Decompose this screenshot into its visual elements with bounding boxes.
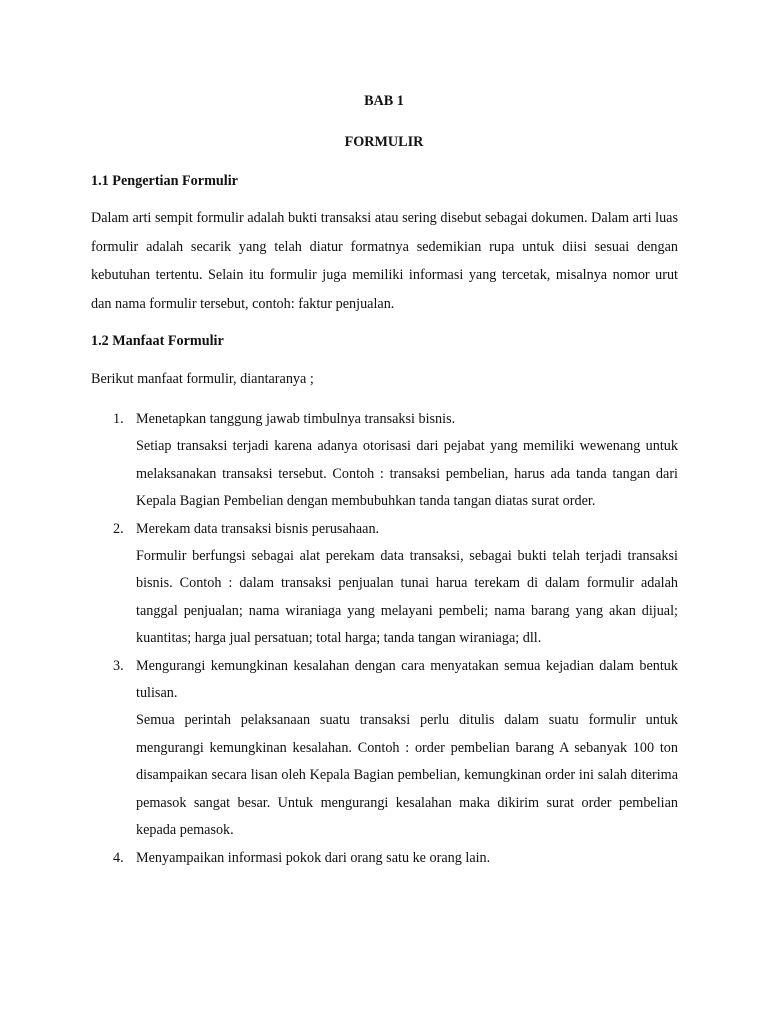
benefits-list: [91, 406, 678, 872]
list-item: [91, 845, 678, 872]
list-item-title: Mengurangi kemungkinan kesalahan dengan cara menyatakan semua kejadian dalam bentuk tulisan.: [136, 657, 678, 702]
list-item-number: 4.: [113, 849, 124, 866]
list-item-description: Formulir berfungsi sebagai alat perekam data transaksi, sebagai bukti telah terjadi transaksi bisnis. Contoh : dalam transaksi penjualan tunai harua terekam di dalam formulir adalah tanggal penjualan; nama wiraniaga yang melayani pembeli; nama barang yang akan dijual; kuantitas; harga jual persatuan; total harga; tanda tangan wiraniaga; dll.: [136, 548, 678, 647]
list-item-number: 2.: [113, 520, 124, 537]
section-paragraph-pengertian: Dalam arti sempit formulir adalah bukti transaksi atau sering disebut sebagai dokumen. Dalam arti luas formulir adalah secarik yang telah diatur formatnya sedemikian rupa untuk diisi sesuai dengan kebutuhan tertentu. Selain itu formulir juga memiliki informasi yang tercetak, misalnya nomor urut dan nama formulir tersebut, contoh: faktur penjualan.: [91, 210, 678, 313]
list-item-number: 3.: [113, 657, 124, 674]
section-heading-manfaat: 1.2 Manfaat Formulir: [91, 333, 224, 349]
section-intro-manfaat: Berikut manfaat formulir, diantaranya ;: [91, 371, 314, 387]
list-item-title: Menetapkan tanggung jawab timbulnya transaksi bisnis.: [136, 411, 456, 427]
list-item: [91, 653, 678, 845]
list-item-description: Setiap transaksi terjadi karena adanya otorisasi dari pejabat yang memiliki wewenang untuk melaksanakan transaksi tersebut. Contoh : transaksi pembelian, harus ada tanda tangan dari Kepala Bagian Pembelian dengan membubuhkan tanda tangan diatas surat order.: [136, 438, 678, 510]
list-item-description: Semua perintah pelaksanaan suatu transaksi perlu ditulis dalam suatu formulir untuk mengurangi kemungkinan kesalahan. Contoh : order pembelian barang A sebanyak 100 ton disampaikan secara lisan oleh Kepala Bagian pembelian, kemungkinan order ini salah diterima pemasok sangat besar. Untuk mengurangi kesalahan maka dikirim surat order pembelian kepada pemasok.: [136, 712, 678, 839]
list-item-title: Menyampaikan informasi pokok dari orang satu ke orang lain.: [136, 849, 491, 866]
chapter-title: FORMULIR: [344, 134, 424, 150]
list-item: [91, 516, 678, 653]
chapter-label: BAB 1: [364, 93, 404, 109]
list-item-title: Merekam data transaksi bisnis perusahaan.: [136, 520, 380, 537]
list-item-number: 1.: [113, 411, 124, 427]
section-heading-pengertian: 1.1 Pengertian Formulir: [91, 173, 238, 189]
list-item: [91, 406, 678, 516]
